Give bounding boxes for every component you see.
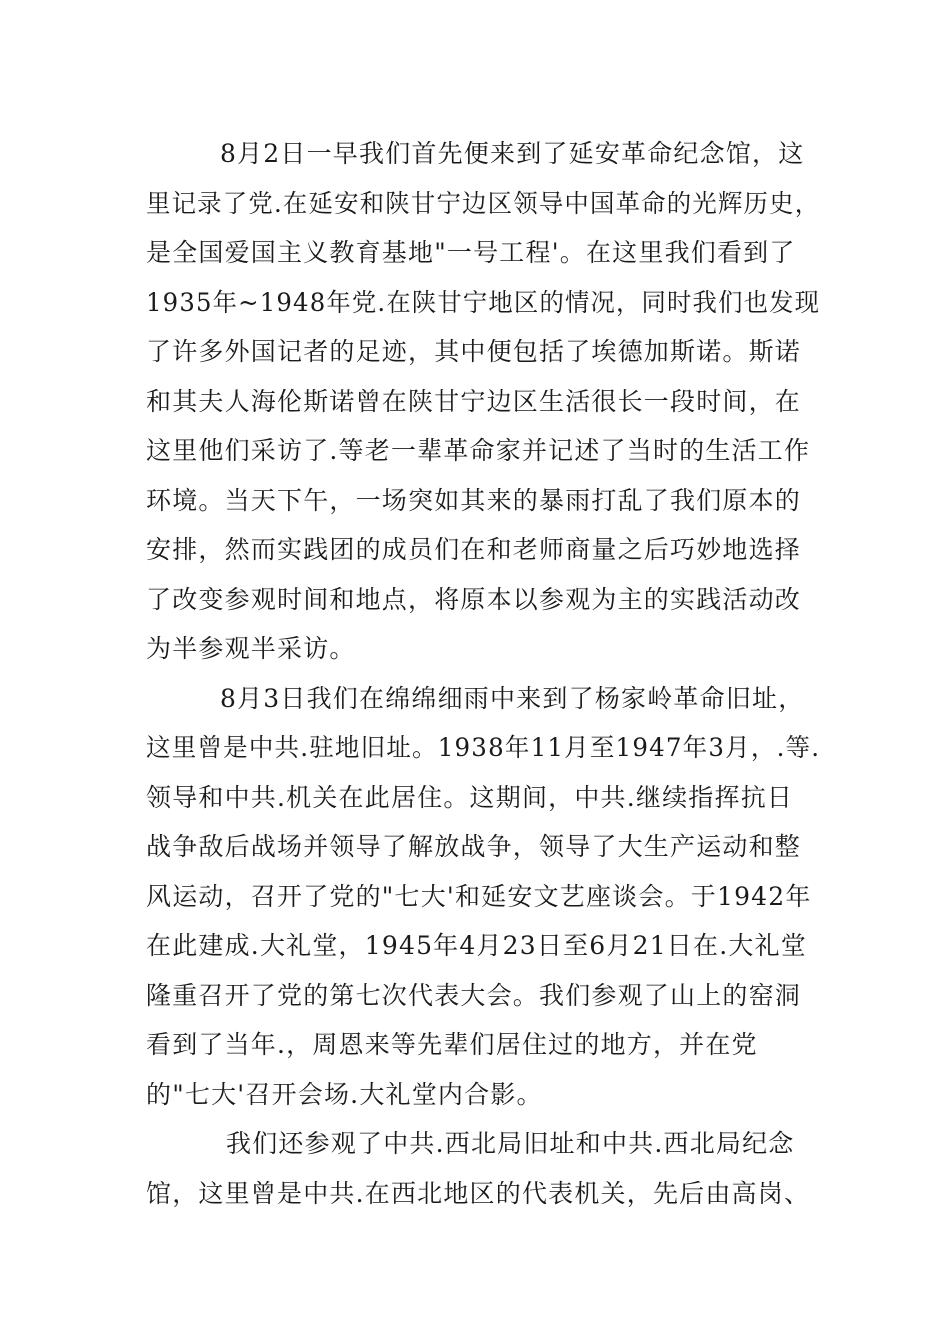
paragraph-1-line-3: 是全国爱国主义教育基地"一号工程'。在这里我们看到了 (146, 238, 796, 267)
paragraph-2-line-3: 领导和中共.机关在此居住。这期间，中共.继续指挥抗日 (146, 783, 794, 812)
paragraph-2-line-4: 战争敌后战场并领导了解放战争，领导了大生产运动和整 (146, 832, 802, 861)
paragraph-1-line-10: 了改变参观时间和地点，将原本以参观为主的实践活动改 (146, 585, 802, 614)
paragraph-3-line-1: 我们还参观了中共.西北局旧址和中共.西北局纪念 (226, 1129, 795, 1158)
paragraph-1-line-1: 8月2日一早我们首先便来到了延安革命纪念馆，这 (220, 139, 805, 168)
paragraph-1-line-5: 了许多外国记者的足迹，其中便包括了埃德加斯诺。斯诺 (146, 337, 802, 366)
paragraph-2-line-1: 8月3日我们在绵绵细雨中来到了杨家岭革命旧址， (220, 684, 805, 713)
paragraph-1-line-8: 环境。当天下午，一场突如其来的暴雨打乱了我们原本的 (146, 486, 802, 515)
paragraph-1-line-9: 安排，然而实践团的成员们在和老师商量之后巧妙地选择 (146, 535, 802, 564)
paragraph-1-line-7: 这里他们采访了.等老一辈革命家并记述了当时的生活工作 (146, 436, 811, 465)
paragraph-2-line-5: 风运动，召开了党的"七大'和延安文艺座谈会。于1942年 (146, 882, 812, 911)
paragraph-2-line-7: 隆重召开了党的第七次代表大会。我们参观了山上的窑洞 (146, 981, 802, 1010)
paragraph-2-line-6: 在此建成.大礼堂，1945年4月23日至6月21日在.大礼堂 (146, 931, 807, 960)
paragraph-1-line-2: 里记录了党.在延安和陕甘宁边区领导中国革命的光辉历史， (146, 189, 821, 218)
paragraph-2-line-8: 看到了当年.，周恩来等先辈们居住过的地方，并在党 (146, 1030, 758, 1059)
paragraph-2-line-9: 的"七大'召开会场.大礼堂内合影。 (146, 1080, 543, 1109)
paragraph-1-line-6: 和其夫人海伦斯诺曾在陕甘宁边区生活很长一段时间，在 (146, 387, 802, 416)
paragraph-1-line-11: 为半参观半采访。 (146, 634, 356, 663)
paragraph-3-line-2: 馆，这里曾是中共.在西北地区的代表机关，先后由高岗、 (146, 1179, 811, 1208)
paragraph-1-line-4: 1935年~1948年党.在陕甘宁地区的情况，同时我们也发现 (146, 288, 821, 317)
paragraph-2-line-2: 这里曾是中共.驻地旧址。1938年11月至1947年3月，.等. (146, 733, 821, 762)
